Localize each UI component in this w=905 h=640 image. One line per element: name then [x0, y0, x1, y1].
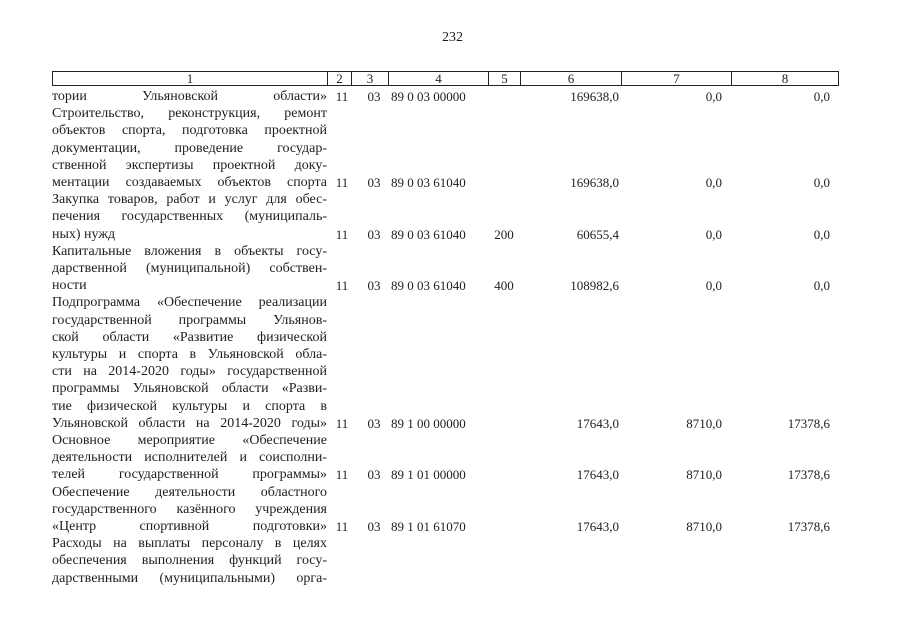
description-line: Строительство, реконструкция, ремонт — [52, 106, 327, 122]
header-cell: 8 — [781, 71, 789, 86]
table-header — [52, 71, 839, 86]
cell-col-8: 0,0 — [813, 278, 830, 294]
row-description — [52, 88, 327, 105]
description-line: ментации создаваемых объектов спорта — [52, 175, 327, 190]
cell-col-2: 11 — [335, 278, 349, 294]
cell-col-8: 0,0 — [813, 89, 830, 104]
cell-col-5: 400 — [494, 278, 514, 294]
row-description — [52, 105, 327, 191]
cell-col-6: 169638,0 — [570, 89, 619, 104]
description-line: документации, проведение государ- — [52, 140, 327, 156]
row-description — [52, 294, 327, 432]
row-description — [52, 484, 327, 536]
description-line: дарственными (муниципальными) орга- — [52, 570, 327, 586]
cell-col-8: 0,0 — [813, 226, 830, 242]
cell-col-3: 03 — [367, 226, 381, 242]
description-line: Закупка товаров, работ и услуг для обес- — [52, 192, 327, 208]
description-line: программы Ульяновской области «Разви- — [52, 381, 327, 397]
cell-col-3: 03 — [367, 467, 381, 483]
description-line: ности — [52, 278, 87, 294]
cell-col-7: 8710,0 — [686, 518, 722, 534]
cell-col-7: 8710,0 — [686, 467, 722, 483]
cell-col-8: 0,0 — [813, 174, 830, 190]
description-line: ской области «Развитие физической — [52, 329, 327, 345]
cell-col-2: 11 — [335, 415, 349, 431]
cell-col-2: 11 — [335, 518, 349, 534]
cell-col-2: 11 — [335, 89, 349, 104]
cell-col-6: 17643,0 — [576, 415, 619, 431]
description-line: тории Ульяновской области» — [52, 89, 327, 104]
cell-col-3: 03 — [367, 518, 381, 534]
cell-col-2: 11 — [335, 467, 349, 483]
description-line: ных) нужд — [52, 226, 116, 242]
description-line: Обеспечение деятельности областного — [52, 484, 327, 500]
description-line: Основное мероприятие «Обеспечение — [52, 433, 327, 448]
cell-col-8: 17378,6 — [787, 467, 830, 483]
cell-col-7: 0,0 — [705, 226, 722, 242]
cell-col-4: 89 0 03 00000 — [391, 89, 466, 104]
header-cell: 2 — [328, 72, 352, 85]
cell-col-3: 03 — [367, 174, 381, 190]
header-cell: 7 — [622, 72, 732, 85]
description-line: Расходы на выплаты персоналу в целях — [52, 536, 327, 552]
header-cell: 5 — [489, 72, 521, 85]
header-cell: 3 — [352, 72, 389, 85]
row-description — [52, 535, 327, 587]
cell-col-2: 11 — [335, 226, 349, 242]
description-line: государственного казённого учреждения — [52, 501, 327, 517]
cell-col-3: 03 — [367, 278, 381, 294]
description-line: Ульяновской области на 2014-2020 годы» — [52, 415, 327, 431]
cell-col-5: 200 — [494, 226, 514, 242]
description-line: объектов спорта, подготовка проектной — [52, 123, 327, 139]
description-line: «Центр спортивной подготовки» — [52, 519, 327, 534]
row-description — [52, 243, 327, 295]
description-line: культуры и спорта в Ульяновской обла- — [52, 347, 327, 362]
header-cell: 1 — [53, 72, 328, 85]
cell-col-7: 8710,0 — [686, 415, 722, 431]
description-line: ственной экспертизы проектной доку- — [52, 157, 327, 173]
row-description — [52, 191, 327, 243]
cell-col-6: 60655,4 — [576, 226, 619, 242]
cell-col-4: 89 0 03 61040 — [391, 278, 466, 294]
description-line: печения государственных (муниципаль- — [52, 209, 327, 225]
row-description — [52, 432, 327, 484]
cell-col-4: 89 1 00 00000 — [391, 415, 466, 431]
cell-col-4: 89 1 01 00000 — [391, 467, 466, 483]
cell-col-6: 108982,6 — [570, 278, 619, 294]
cell-col-7: 0,0 — [705, 278, 722, 294]
cell-col-2: 11 — [335, 174, 349, 190]
description-line: телей государственной программы» — [52, 467, 327, 483]
description-line: дарственной (муниципальной) собствен- — [52, 261, 327, 276]
header-cell: 6 — [521, 72, 622, 85]
description-line: обеспечения выполнения функций госу- — [52, 553, 327, 569]
cell-col-4: 89 1 01 61070 — [391, 518, 466, 534]
description-line: Подпрограмма «Обеспечение реализации — [52, 295, 327, 311]
cell-col-8: 17378,6 — [787, 518, 830, 534]
description-line: тие физической культуры и спорта в — [52, 398, 327, 414]
description-line: деятельности исполнителей и соисполни- — [52, 450, 327, 466]
cell-col-3: 03 — [367, 89, 381, 104]
description-line: государственной программы Ульянов- — [52, 312, 327, 328]
cell-col-7: 0,0 — [705, 174, 722, 190]
description-line: сти на 2014-2020 годы» государственной — [52, 364, 327, 380]
cell-col-6: 17643,0 — [576, 518, 619, 534]
page-number: 232 — [442, 30, 463, 45]
cell-col-4: 89 0 03 61040 — [391, 174, 466, 190]
cell-col-8: 17378,6 — [787, 415, 830, 431]
cell-col-7: 0,0 — [705, 89, 722, 104]
cell-col-6: 169638,0 — [570, 174, 619, 190]
description-line: Капитальные вложения в объекты госу- — [52, 243, 327, 259]
header-cell: 4 — [389, 72, 489, 85]
cell-col-3: 03 — [367, 415, 381, 431]
cell-col-4: 89 0 03 61040 — [391, 226, 466, 242]
cell-col-6: 17643,0 — [576, 467, 619, 483]
